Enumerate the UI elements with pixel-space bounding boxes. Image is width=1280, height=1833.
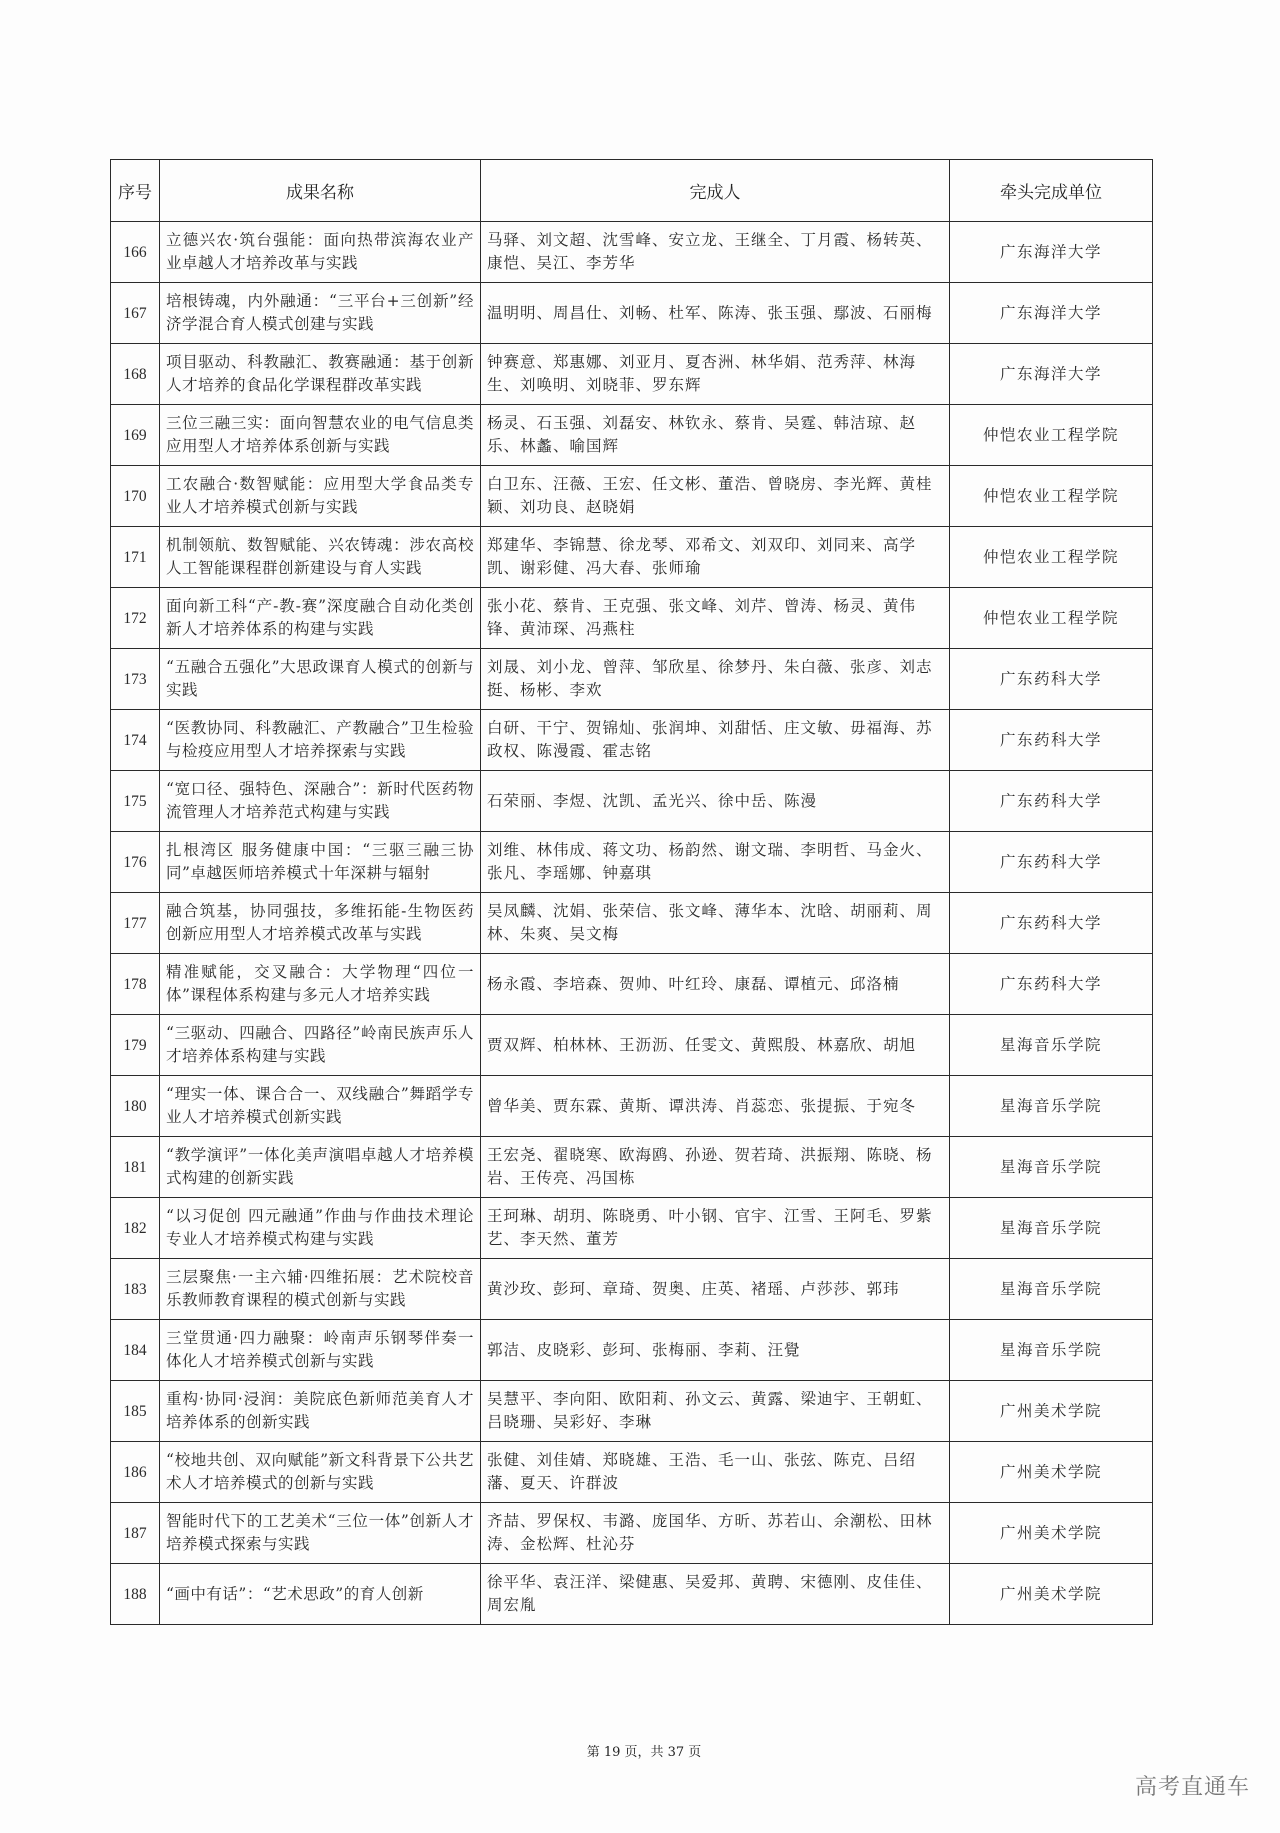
contributors: 吴凤麟、沈娟、张荣信、张文峰、薄华本、沈晗、胡丽莉、周林、朱爽、吴文梅 (481, 893, 950, 954)
table-row (111, 1564, 1153, 1625)
achievement-name: 三层聚焦·一主六辅·四维拓展：艺术院校音乐教师教育课程的模式创新与实践 (160, 1259, 481, 1320)
lead-unit: 广州美术学院 (950, 1381, 1153, 1442)
table-row (111, 1259, 1153, 1320)
lead-unit: 广东药科大学 (950, 954, 1153, 1015)
contributors: 钟赛意、郑惠娜、刘亚月、夏杏洲、林华娟、范秀萍、林海生、刘唤明、刘晓菲、罗东辉 (481, 344, 950, 405)
lead-unit: 广州美术学院 (950, 1564, 1153, 1625)
achievement-name: 三堂贯通·四力融聚：岭南声乐钢琴伴奏一体化人才培养模式创新与实践 (160, 1320, 481, 1381)
watermark: 高考直通车 (1135, 1775, 1251, 1800)
contributors: 曾华美、贾东霖、黄斯、谭洪涛、肖蕊恋、张提振、于宛冬 (481, 1076, 950, 1137)
table-row (111, 954, 1153, 1015)
header-no: 序号 (111, 160, 160, 222)
contributors: 郑建华、李锦慧、徐龙琴、邓希文、刘双印、刘同来、高学凯、谢彩健、冯大春、张师瑜 (481, 527, 950, 588)
achievement-name: 扎根湾区 服务健康中国：“三驱三融三协同”卓越医师培养模式十年深耕与辐射 (160, 832, 481, 893)
lead-unit: 广州美术学院 (950, 1442, 1153, 1503)
row-number: 170 (111, 466, 160, 527)
contributors: 杨灵、石玉强、刘磊安、林钦永、蔡肯、吴霆、韩洁琼、赵乐、林蠡、喻国辉 (481, 405, 950, 466)
row-number: 177 (111, 893, 160, 954)
lead-unit: 广东药科大学 (950, 649, 1153, 710)
row-number: 168 (111, 344, 160, 405)
row-number: 174 (111, 710, 160, 771)
row-number: 186 (111, 1442, 160, 1503)
row-number: 178 (111, 954, 160, 1015)
contributors: 吴慧平、李向阳、欧阳莉、孙文云、黄露、梁迪宇、王朝虹、吕晓珊、吴彩好、李琳 (481, 1381, 950, 1442)
lead-unit: 广东海洋大学 (950, 344, 1153, 405)
row-number: 167 (111, 283, 160, 344)
achievement-name: 立德兴农·筑台强能：面向热带滨海农业产业卓越人才培养改革与实践 (160, 222, 481, 283)
lead-unit: 仲恺农业工程学院 (950, 466, 1153, 527)
lead-unit: 星海音乐学院 (950, 1137, 1153, 1198)
row-number: 188 (111, 1564, 160, 1625)
lead-unit: 广东药科大学 (950, 771, 1153, 832)
table-row (111, 1381, 1153, 1442)
achievement-name: 精准赋能，交叉融合：大学物理“四位一体”课程体系构建与多元人才培养实践 (160, 954, 481, 1015)
row-number: 173 (111, 649, 160, 710)
table-row (111, 771, 1153, 832)
row-number: 180 (111, 1076, 160, 1137)
contributors: 白卫东、汪薇、王宏、任文彬、董浩、曾晓房、李光辉、黄桂颖、刘功良、赵晓娟 (481, 466, 950, 527)
achievement-name: 面向新工科“产-教-赛”深度融合自动化类创新人才培养体系的构建与实践 (160, 588, 481, 649)
header-name: 成果名称 (160, 160, 481, 222)
lead-unit: 仲恺农业工程学院 (950, 405, 1153, 466)
row-number: 176 (111, 832, 160, 893)
lead-unit: 仲恺农业工程学院 (950, 527, 1153, 588)
contributors: 温明明、周昌仕、刘畅、杜军、陈涛、张玉强、鄢波、石丽梅 (481, 283, 950, 344)
row-number: 166 (111, 222, 160, 283)
table-row (111, 222, 1153, 283)
contributors: 白研、干宁、贺锦灿、张润坤、刘甜恬、庄文敏、毋福海、苏政权、陈漫霞、霍志铭 (481, 710, 950, 771)
table-row (111, 1198, 1153, 1259)
table-row (111, 649, 1153, 710)
row-number: 179 (111, 1015, 160, 1076)
achievement-name: 培根铸魂，内外融通：“三平台+三创新”经济学混合育人模式创建与实践 (160, 283, 481, 344)
contributors: 刘晟、刘小龙、曾萍、邹欣星、徐梦丹、朱白薇、张彦、刘志挺、杨彬、李欢 (481, 649, 950, 710)
table-row (111, 283, 1153, 344)
contributors: 张小花、蔡肯、王克强、张文峰、刘芹、曾涛、杨灵、黄伟锋、黄沛琛、冯燕柱 (481, 588, 950, 649)
row-number: 184 (111, 1320, 160, 1381)
results-table (110, 159, 1153, 1625)
lead-unit: 广东药科大学 (950, 832, 1153, 893)
row-number: 182 (111, 1198, 160, 1259)
page-number: 第 19 页，共 37 页 (586, 1745, 702, 1760)
achievement-name: 智能时代下的工艺美术“三位一体”创新人才培养模式探索与实践 (160, 1503, 481, 1564)
achievement-name: “医教协同、科教融汇、产教融合”卫生检验与检疫应用型人才培养探索与实践 (160, 710, 481, 771)
lead-unit: 星海音乐学院 (950, 1320, 1153, 1381)
table-row (111, 527, 1153, 588)
row-number: 175 (111, 771, 160, 832)
table-row (111, 405, 1153, 466)
achievement-name: “五融合五强化”大思政课育人模式的创新与实践 (160, 649, 481, 710)
contributors: 石荣丽、李煜、沈凯、孟光兴、徐中岳、陈漫 (481, 771, 950, 832)
lead-unit: 广东海洋大学 (950, 283, 1153, 344)
lead-unit: 广东药科大学 (950, 893, 1153, 954)
contributors: 马驿、刘文超、沈雪峰、安立龙、王继全、丁月霞、杨转英、康恺、吴江、李芳华 (481, 222, 950, 283)
contributors: 张健、刘佳婧、郑晓雄、王浩、毛一山、张弦、陈克、吕绍藩、夏天、许群波 (481, 1442, 950, 1503)
lead-unit: 星海音乐学院 (950, 1198, 1153, 1259)
table-row (111, 832, 1153, 893)
contributors: 杨永霞、李培森、贺帅、叶红玲、康磊、谭植元、邱洛楠 (481, 954, 950, 1015)
achievement-name: 融合筑基，协同强技，多维拓能-生物医药创新应用型人才培养模式改革与实践 (160, 893, 481, 954)
contributors: 徐平华、袁汪洋、梁健惠、吴爱邦、黄聘、宋德刚、皮佳佳、周宏胤 (481, 1564, 950, 1625)
achievement-name: 重构·协同·浸润：美院底色新师范美育人才培养体系的创新实践 (160, 1381, 481, 1442)
contributors: 王宏尧、翟晓寒、欧海鸥、孙逊、贺若琦、洪振翔、陈晓、杨岩、王传亮、冯国栋 (481, 1137, 950, 1198)
contributors: 贾双辉、柏林林、王沥沥、任雯文、黄熙殷、林嘉欣、胡旭 (481, 1015, 950, 1076)
table-header-row (111, 160, 1153, 222)
lead-unit: 仲恺农业工程学院 (950, 588, 1153, 649)
table-row (111, 588, 1153, 649)
lead-unit: 星海音乐学院 (950, 1015, 1153, 1076)
lead-unit: 星海音乐学院 (950, 1259, 1153, 1320)
header-unit: 牵头完成单位 (950, 160, 1153, 222)
achievement-name: “三驱动、四融合、四路径”岭南民族声乐人才培养体系构建与实践 (160, 1015, 481, 1076)
row-number: 185 (111, 1381, 160, 1442)
achievement-name: “教学演评”一体化美声演唱卓越人才培养模式构建的创新实践 (160, 1137, 481, 1198)
table-row (111, 1320, 1153, 1381)
achievement-name: 机制领航、数智赋能、兴农铸魂：涉农高校人工智能课程群创新建设与育人实践 (160, 527, 481, 588)
table-row (111, 344, 1153, 405)
lead-unit: 广州美术学院 (950, 1503, 1153, 1564)
table-row (111, 1076, 1153, 1137)
achievement-name: “画中有话”：“艺术思政”的育人创新 (160, 1564, 481, 1625)
page-footer (0, 1741, 1280, 1760)
lead-unit: 广东海洋大学 (950, 222, 1153, 283)
row-number: 169 (111, 405, 160, 466)
table-row (111, 1015, 1153, 1076)
contributors: 齐喆、罗保权、韦潞、庞国华、方昕、苏若山、余潮松、田林涛、金松辉、杜沁芬 (481, 1503, 950, 1564)
row-number: 181 (111, 1137, 160, 1198)
contributors: 黄沙玫、彭珂、章琦、贺奥、庄英、褚瑶、卢莎莎、郭玮 (481, 1259, 950, 1320)
contributors: 刘维、林伟成、蒋文功、杨韵然、谢文瑞、李明哲、马金火、张凡、李瑶娜、钟嘉琪 (481, 832, 950, 893)
row-number: 172 (111, 588, 160, 649)
header-people: 完成人 (481, 160, 950, 222)
contributors: 王珂琳、胡玥、陈晓勇、叶小钢、官宇、江雪、王阿毛、罗紫艺、李天然、董芳 (481, 1198, 950, 1259)
achievement-name: “宽口径、强特色、深融合”：新时代医药物流管理人才培养范式构建与实践 (160, 771, 481, 832)
lead-unit: 广东药科大学 (950, 710, 1153, 771)
row-number: 183 (111, 1259, 160, 1320)
contributors: 郭洁、皮晓彩、彭珂、张梅丽、李莉、汪覺 (481, 1320, 950, 1381)
table-row (111, 1137, 1153, 1198)
achievement-name: “校地共创、双向赋能”新文科背景下公共艺术人才培养模式的创新与实践 (160, 1442, 481, 1503)
achievement-name: 工农融合·数智赋能：应用型大学食品类专业人才培养模式创新与实践 (160, 466, 481, 527)
table-row (111, 893, 1153, 954)
achievement-name: “以习促创 四元融通”作曲与作曲技术理论专业人才培养模式构建与实践 (160, 1198, 481, 1259)
achievement-name: 项目驱动、科教融汇、教赛融通：基于创新人才培养的食品化学课程群改革实践 (160, 344, 481, 405)
table-row (111, 466, 1153, 527)
table-row (111, 710, 1153, 771)
achievement-name: 三位三融三实：面向智慧农业的电气信息类应用型人才培养体系创新与实践 (160, 405, 481, 466)
row-number: 171 (111, 527, 160, 588)
lead-unit: 星海音乐学院 (950, 1076, 1153, 1137)
table-row (111, 1442, 1153, 1503)
achievement-name: “理实一体、课合合一、双线融合”舞蹈学专业人才培养模式创新实践 (160, 1076, 481, 1137)
row-number: 187 (111, 1503, 160, 1564)
table-row (111, 1503, 1153, 1564)
